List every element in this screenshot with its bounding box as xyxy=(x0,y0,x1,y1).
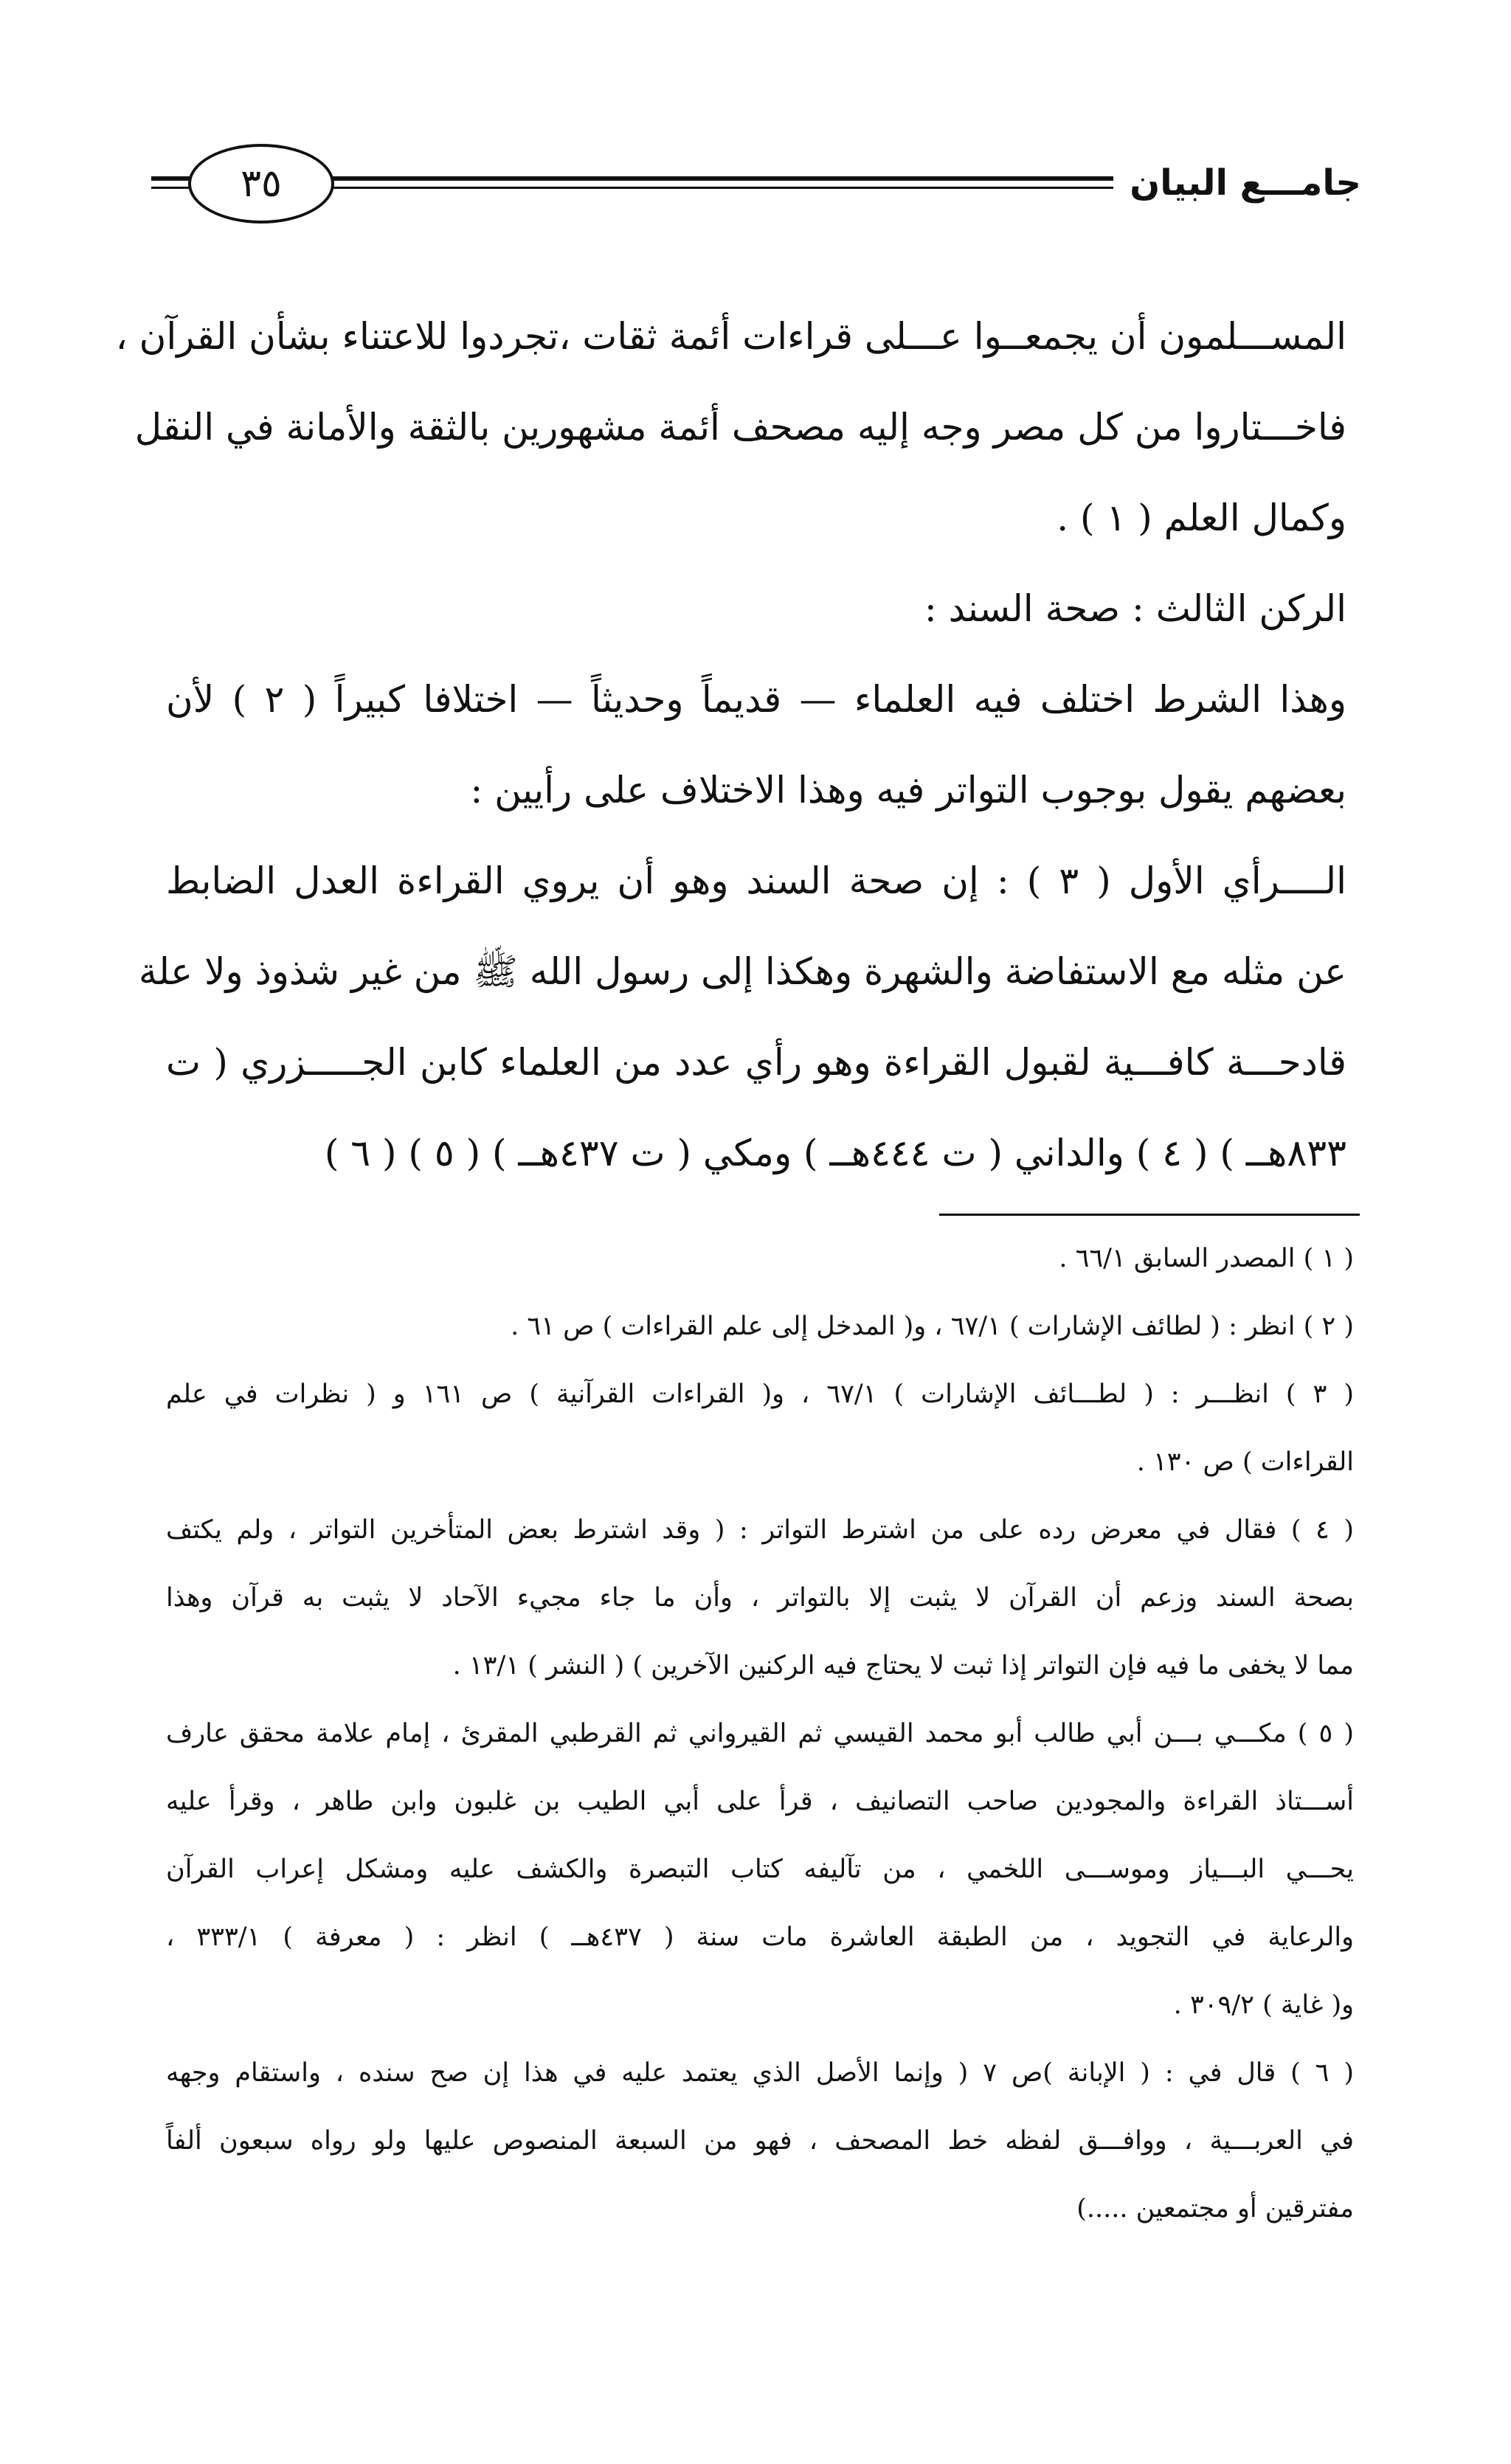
body-line: بعضهم يقول بوجوب التواتر فيه وهذا الاختلاف على رأيين : xyxy=(470,769,1346,811)
body-line: وكمال العلم ( ١ ) . xyxy=(1057,496,1346,539)
footnote-line: أســـتاذ القراءة والمجودين صاحب التصانيف ، قرأ على أبي الطيب بن غلبون وابن طاهر ، وقرأ عليه xyxy=(166,1787,1354,1816)
footnote-line: مفترقين أو مجتمعين .....) xyxy=(1076,2194,1354,2224)
footnote-line: و( غاية ) ٣٠٩/٢ . xyxy=(1173,1990,1354,2020)
footnote-line: ( ٥ ) مكـــي بـــن أبي طالب أبو محمد القيسي ثم القيرواني ثم القرطبي المقرئ ، إمام علامة محقق عارف xyxy=(166,1719,1354,1748)
footnote-line: مما لا يخفى ما فيه فإن التواتر إذا ثبت لا يحتاج فيه الركنين الآخرين ) ( النشر ) ١٣/١ . xyxy=(452,1651,1354,1681)
footnote-line: ( ٤ ) فقال في معرض رده على من اشترط التواتر : ( وقد اشترط بعض المتأخرين التواتر ، ولم يكتف xyxy=(166,1515,1354,1545)
footnote-line: القراءات ) ص ١٣٠ . xyxy=(1136,1447,1354,1477)
body-line: المســـلمون أن يجمعــوا عـــلى قراءات أئمة ثقات ،تجردوا للاعتناء بشأن القرآن ، xyxy=(115,315,1346,358)
footnote-line: ( ٦ ) قال في : ( الإبانة )ص ٧ ( وإنما الأصل الذي يعتمد عليه في هذا إن صح سنده ، واستقام وجهه xyxy=(166,2058,1355,2088)
body-line: ٨٣٣هــ ) ( ٤ ) والداني ( ت ٤٤٤هــ ) ومكي ( ت ٤٣٧هــ ) ( ٥ ) ( ٦ ) xyxy=(324,1132,1346,1174)
page-header xyxy=(151,144,1361,225)
footnote-line: في العربـــية ، ووافـــق لفظه خط المصحف ، فهو من السبعة المنصوص عليها ولو رواه سبعون ألفاً xyxy=(166,2126,1354,2156)
body-line: وهذا الشرط اختلف فيه العلماء — قديماً وحديثاً — اختلافا كبيراً ( ٢ ) لأن xyxy=(166,678,1346,721)
footnotes xyxy=(166,1225,1354,2243)
body-line: الــــرأي الأول ( ٣ ) : إن صحة السند وهو أن يروي القراءة العدل الضابط xyxy=(166,859,1347,902)
footnote-line: ( ١ ) المصدر السابق ٦٦/١ . xyxy=(1059,1244,1354,1273)
body-line: فاخـــتاروا من كل مصر وجه إليه مصحف أئمة مشهورين بالثقة والأمانة في النقل xyxy=(134,406,1346,449)
footnote-line: والرعاية في التجويد ، من الطبقة العاشرة مات سنة ( ٤٣٧هــ ) انظر : ( معرفة ) ٣٣٣/١ ، xyxy=(166,1923,1355,1952)
book-title: جامـــع البيان xyxy=(1113,156,1361,210)
footnote-separator xyxy=(939,1214,1360,1216)
body-line: قادحـــة كافـــية لقبول القراءة وهو رأي عدد من العلماء كابن الجـــــزري ( ت xyxy=(166,1041,1346,1084)
footnote-line: يحـــي البـــياز وموســـى اللخمي ، من تآليفه كتاب التبصرة والكشف عليه ومشكل إعراب القرآن xyxy=(166,1855,1354,1884)
footnote-line: ( ٢ ) انظر : ( لطائف الإشارات ) ٦٧/١ ، و( المدخل إلى علم القراءات ) ص ٦١ . xyxy=(511,1312,1354,1341)
body-line: عن مثله مع الاستفاضة والشهرة وهكذا إلى رسول الله ﷺ من غير شذوذ ولا علة xyxy=(138,950,1346,993)
main-text xyxy=(115,291,1347,1199)
page-number: ٣٥ xyxy=(188,144,334,224)
footnote-line: بصحة السند وزعم أن القرآن لا يثبت إلا بالتواتر ، وأن ما جاء مجيء الآحاد لا يثبت به قرآن وهذا xyxy=(166,1583,1354,1613)
section-heading: الركن الثالث : صحة السند : xyxy=(924,587,1346,630)
footnote-line: ( ٣ ) انظـــر : ( لطـــائف الإشارات ) ٦٧/١ ، و( القراءات القرآنية ) ص ١٦١ و ( نظرات في علم xyxy=(166,1380,1354,1409)
